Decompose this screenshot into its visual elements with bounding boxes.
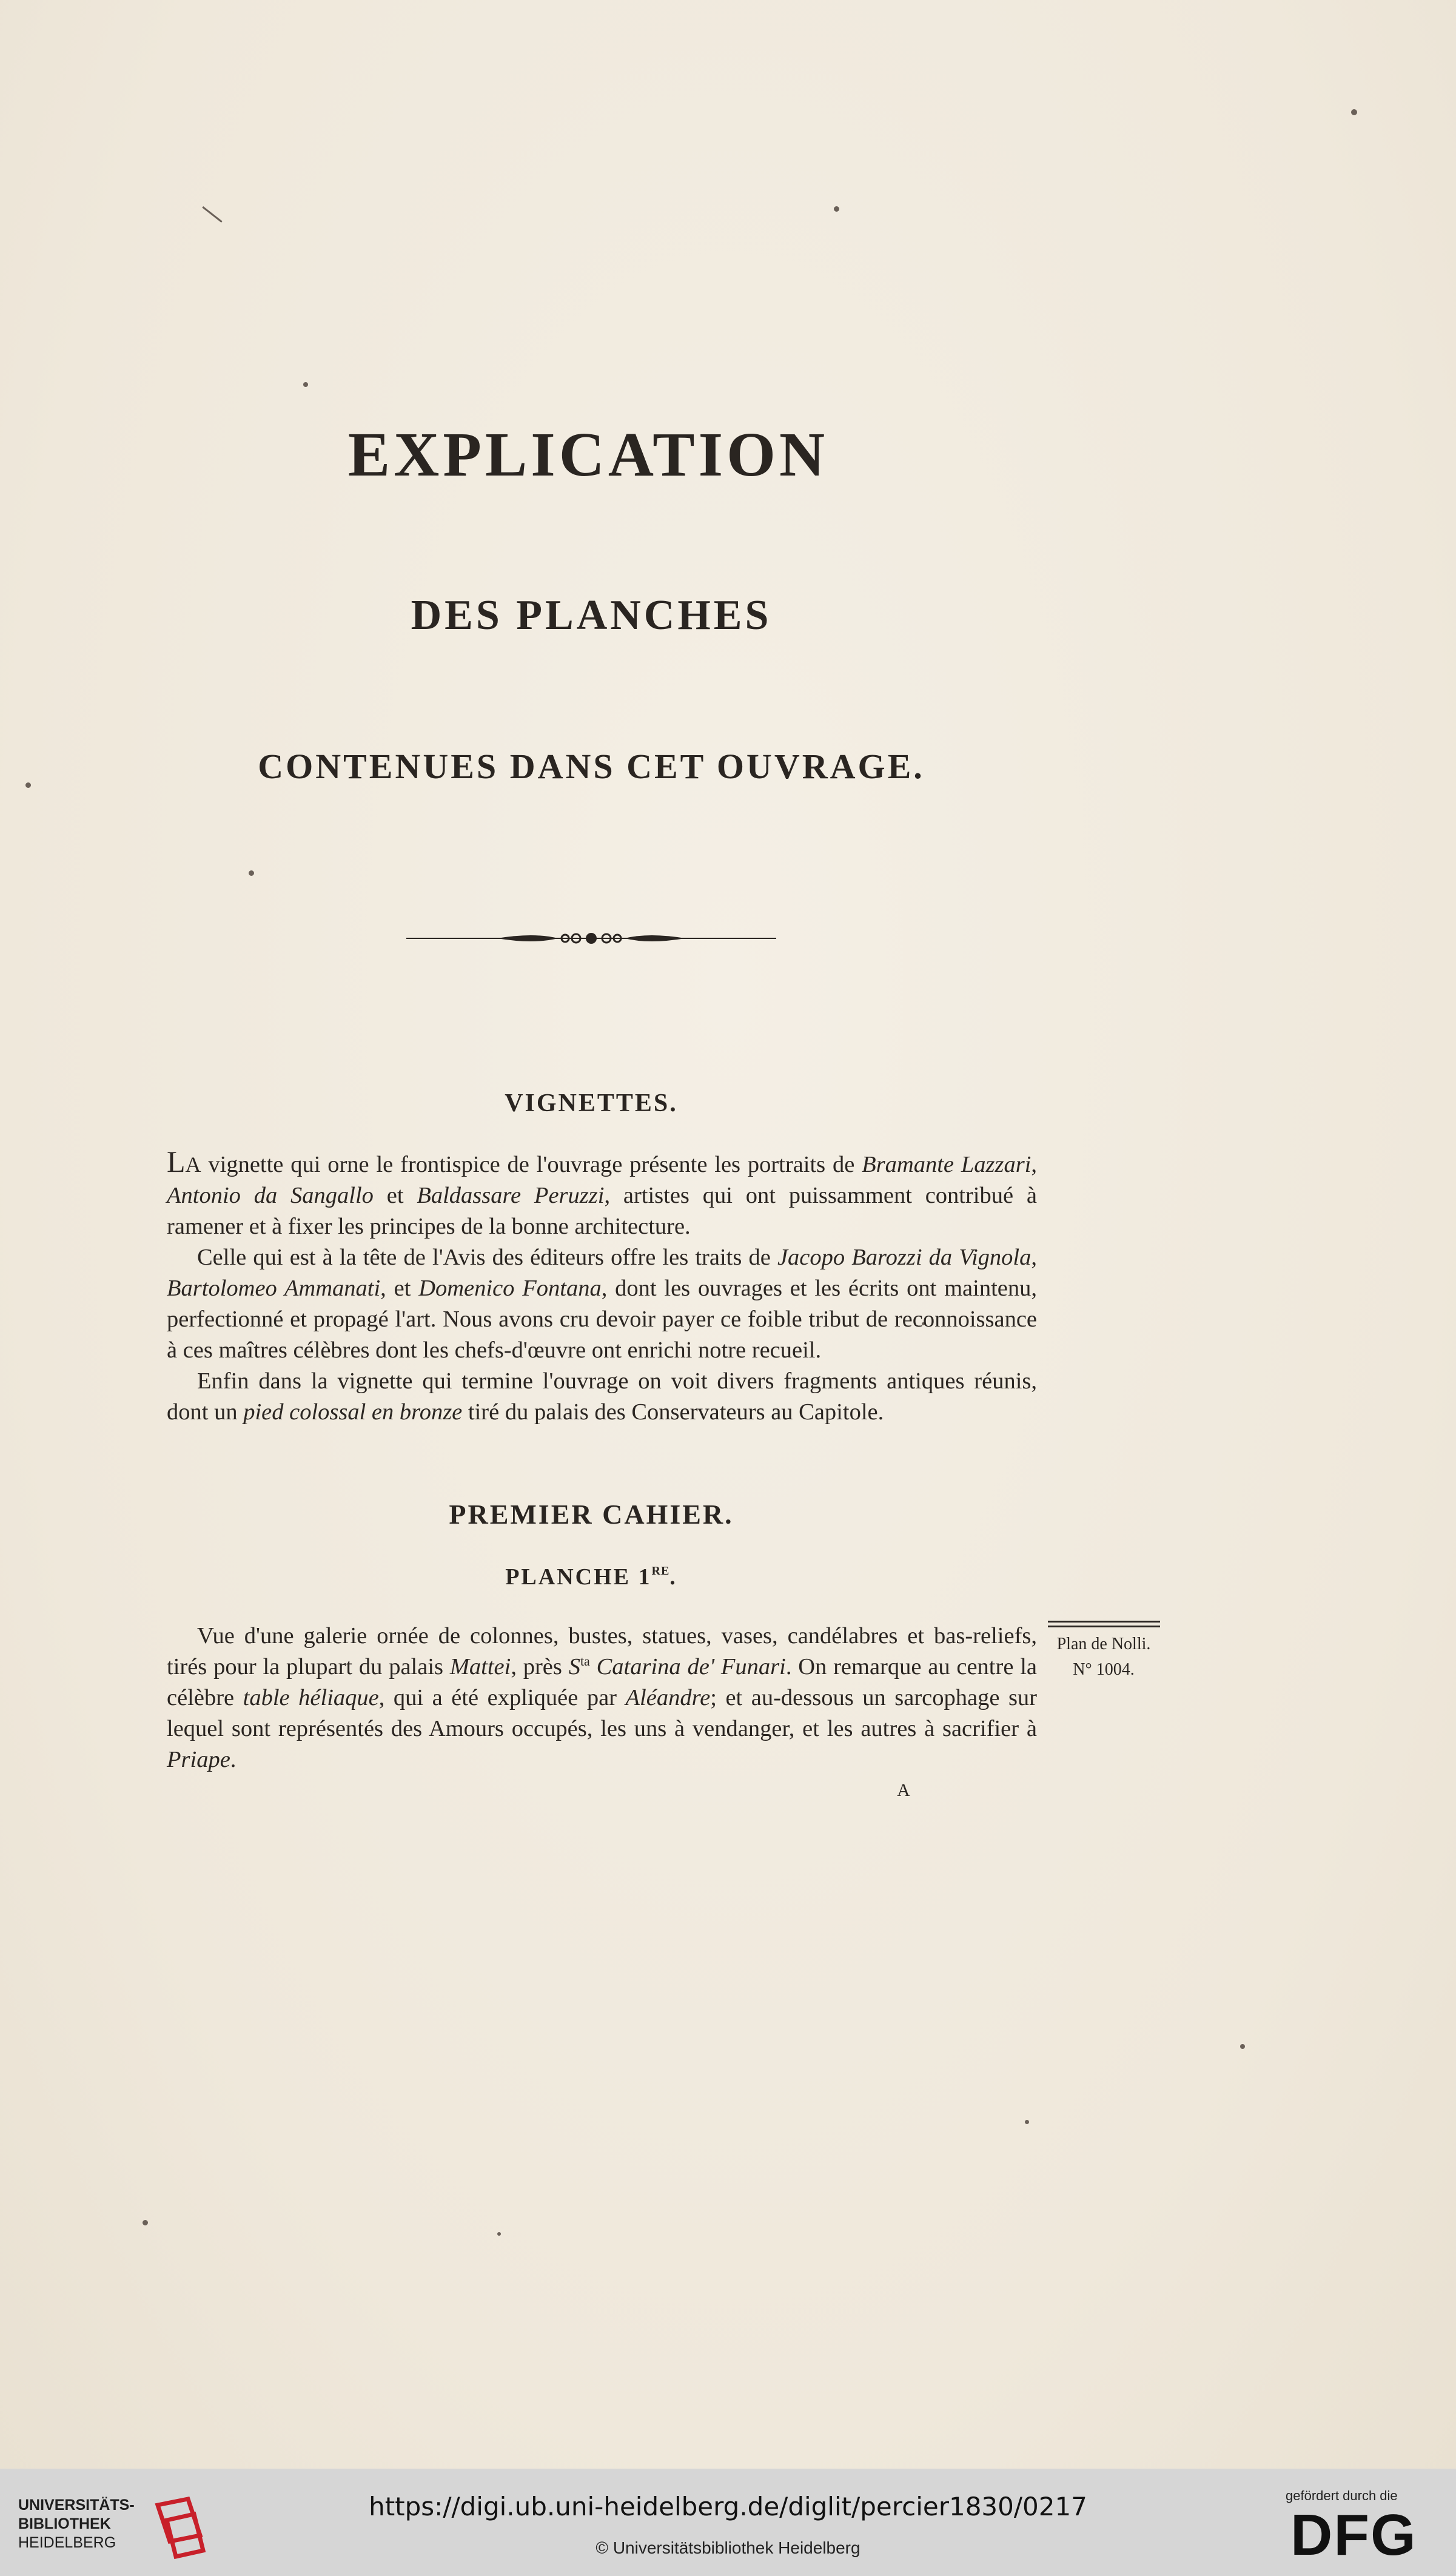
paragraph — [167, 1366, 1037, 1428]
name-italic: Antonio da Sangallo — [167, 1183, 374, 1208]
text-run: , près — [511, 1654, 569, 1680]
vignettes-text — [167, 1146, 1037, 1428]
section-heading-cahier: PREMIER CAHIER. — [449, 1499, 734, 1530]
name-italic: Aléandre — [625, 1685, 711, 1710]
planche-text — [167, 1621, 1037, 1775]
text-run: , dont les ouvrages et les écrits ont maintenu, perfectionné et propagé l'art. Nous avons cru devoir payer ce foible tribut de reconnoissance à ces maîtres célèbres dont les chefs-d'œuvre ont enrichi notre recueil. — [167, 1276, 1037, 1363]
copyright-text: © Universitätsbibliothek Heidelberg — [595, 2538, 861, 2557]
signature-mark: A — [897, 1780, 910, 1800]
scan-speck — [143, 2220, 148, 2225]
margin-rule — [1048, 1621, 1160, 1623]
funder-tagline: gefördert durch die — [1286, 2488, 1398, 2503]
text-run: ; et au-dessous un sarcophage sur lequel sont représentés des Amours occupés, les uns à vendanger, et les autres à sacrifier à — [167, 1685, 1037, 1741]
text-run: , artistes qui ont puissamment contribué à ramener et à fixer les principes de la bonne architecture. — [167, 1183, 1037, 1239]
name-italic: Bartolomeo Ammanati — [167, 1276, 381, 1301]
scan-speck — [1025, 2120, 1029, 2124]
page-url-link[interactable]: https://digi.ub.uni-heidelberg.de/diglit/percier1830/0217 — [369, 2492, 1087, 2521]
name-italic: Jacopo Barozzi da Vignola — [777, 1245, 1032, 1270]
term-italic: pied colossal en bronze — [243, 1399, 463, 1425]
scan-scratch — [202, 206, 222, 223]
small-cap: A — [185, 1152, 201, 1177]
margin-note-line: N° 1004. — [1073, 1660, 1135, 1679]
margin-rule — [1048, 1626, 1160, 1627]
page-subtitle: DES PLANCHES — [411, 592, 772, 639]
scan-speck — [497, 2232, 501, 2236]
term-italic: table héliaque — [243, 1685, 379, 1710]
scan-speck — [249, 870, 254, 876]
planche-label: PLANCHE 1 — [505, 1564, 652, 1590]
text-run: , et — [380, 1276, 419, 1301]
page-subtitle-2: CONTENUES DANS CET OUVRAGE. — [258, 747, 925, 786]
drop-cap: L — [167, 1145, 186, 1179]
text-run: Celle qui est à la tête de l'Avis des éditeurs offre les traits de — [197, 1245, 777, 1270]
footer-bar — [0, 2469, 1456, 2576]
margin-note — [1043, 1632, 1164, 1683]
text-run: . — [230, 1747, 237, 1772]
dfg-logo[interactable]: DFG — [1290, 2503, 1417, 2568]
name-italic: Domenico Fontana — [418, 1276, 602, 1301]
library-name-line: HEIDELBERG — [18, 2534, 116, 2551]
text-run: , — [1031, 1245, 1038, 1270]
planche-ordinal: RE — [651, 1564, 670, 1578]
text-run: tiré du palais des Conservateurs au Capitole. — [462, 1399, 884, 1425]
paragraph — [167, 1242, 1037, 1366]
name-italic: Catarina de' Funari — [589, 1654, 786, 1680]
paragraph — [167, 1146, 1037, 1242]
section-heading-vignettes: VIGNETTES. — [505, 1089, 678, 1117]
name-italic: Baldassare Peruzzi — [417, 1183, 605, 1208]
planche-period: . — [669, 1564, 677, 1590]
scan-speck — [1240, 2044, 1245, 2049]
name-italic: Mattei — [449, 1654, 511, 1680]
name-italic: S — [568, 1654, 580, 1680]
paragraph — [167, 1621, 1037, 1775]
name-italic: Priape — [167, 1747, 230, 1772]
text-run: Enfin dans la vignette qui termine l'ouvrage on voit divers fragments antiques réunis, dont un — [167, 1368, 1037, 1425]
page-title: EXPLICATION — [347, 420, 829, 489]
section-heading-planche — [0, 1564, 1183, 1590]
ornament-divider — [406, 925, 776, 952]
text-run: . On remarque au centre la célèbre — [167, 1654, 1038, 1710]
text-run: , — [1031, 1152, 1038, 1177]
superscript: ta — [580, 1653, 590, 1669]
text-run: et — [373, 1183, 417, 1208]
scan-speck — [834, 206, 839, 212]
scan-speck — [1351, 109, 1357, 115]
scan-speck — [303, 382, 308, 387]
text-run: vignette qui orne le frontispice de l'ouvrage présente les portraits de — [201, 1152, 862, 1177]
library-name-line: BIBLIOTHEK — [18, 2515, 111, 2532]
text-run: , qui a été expliquée par — [378, 1685, 626, 1710]
name-italic: Bramante Lazzari — [862, 1152, 1032, 1177]
library-name-line: UNIVERSITÄTS- — [18, 2497, 135, 2514]
margin-note-line: Plan de Nolli. — [1056, 1635, 1151, 1653]
text-run: Vue d'une galerie ornée de colonnes, bustes, statues, vases, candélabres et bas-reliefs, tirés pour la plupart du palais — [167, 1623, 1037, 1680]
